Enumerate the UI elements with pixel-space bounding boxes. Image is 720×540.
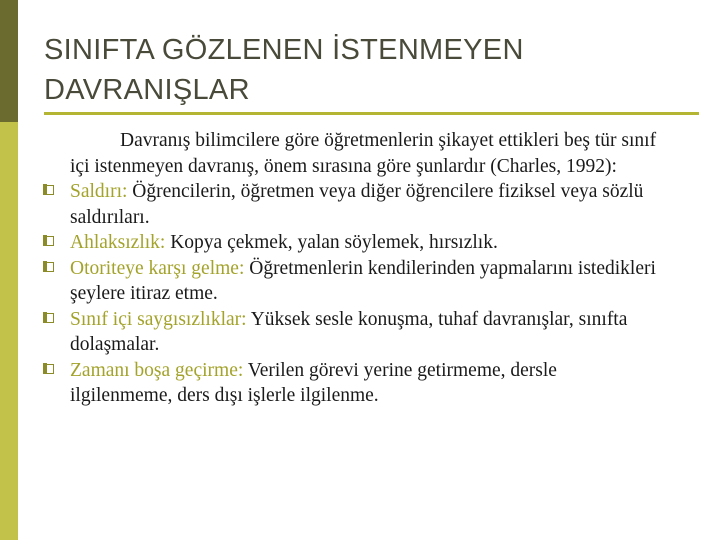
list-item [44,307,664,358]
item-text: Verilen görevi yerine getirmeme, dersle ilgilenmeme, ders dışı işlerle ilgilenme. [70,359,557,406]
square-bullet-icon [44,185,54,195]
title-underline [44,112,699,115]
item-text: Öğrencilerin, öğretmen veya diğer öğrencilere fiziksel veya sözlü saldırıları. [70,181,644,228]
item-text: Yüksek sesle konuşma, tuhaf davranışlar, sınıfta dolaşmalar. [70,308,628,355]
item-term: Sınıf içi saygısızlıklar: [70,308,247,330]
list-item [44,358,664,409]
square-bullet-icon [44,236,54,246]
sidebar-dark-segment [0,0,18,122]
item-term: Saldırı: [70,181,128,202]
slide-body [44,128,664,409]
item-text: Öğretmenlerin kendilerinden yapmalarını istedikleri şeylere itiraz etme. [70,257,656,304]
intro-paragraph: Davranış bilimcilere göre öğretmenlerin şikayet ettikleri beş tür sınıf içi istenmeyen davranış, önem sırasına göre şunlardır (Charles, 1992): [70,130,657,177]
square-bullet-icon [44,313,54,323]
item-term: Otoriteye karşı gelme: [70,257,245,279]
list-item [44,179,664,230]
square-bullet-icon [44,364,54,374]
square-bullet-icon [44,262,54,272]
item-term: Ahlaksızlık: [70,232,166,253]
sidebar-light-segment [0,122,18,540]
list-item [44,256,664,307]
slide-sidebar-bar [0,0,18,540]
slide-title: SINIFTA GÖZLENEN İSTENMEYEN DAVRANIŞLAR [44,34,524,106]
list-item [44,230,664,256]
item-term: Zamanı boşa geçirme: [70,359,244,381]
item-text: Kopya çekmek, yalan söylemek, hırsızlık. [165,232,498,253]
